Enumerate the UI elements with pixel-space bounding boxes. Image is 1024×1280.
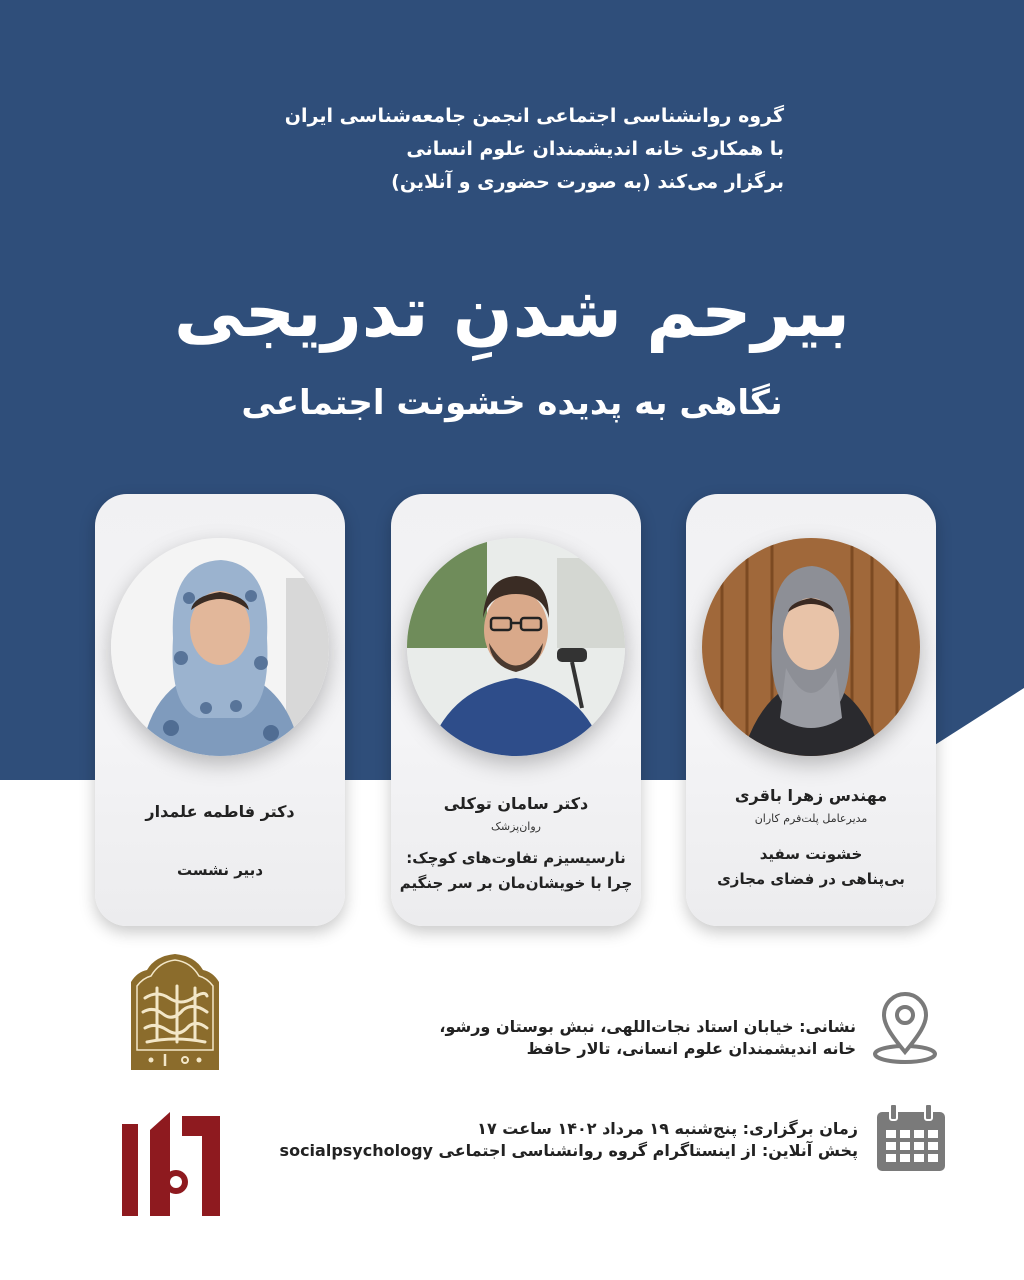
speaker-photo — [111, 538, 329, 756]
speaker-photo — [702, 538, 920, 756]
speaker-card-tavakoli — [391, 494, 641, 926]
organizer-line-2: با همکاری خانه اندیشمندان علوم انسانی — [406, 138, 784, 160]
organizer-text — [200, 100, 784, 199]
speaker-topic — [103, 858, 337, 883]
speaker-topic-line-1: نارسیسیزم تفاوت‌های کوچک: — [406, 849, 626, 867]
speaker-role: مدیرعامل پلت‌فرم کاران — [754, 812, 868, 825]
speaker-topic-line-2: چرا با خویشان‌مان بر سر جنگیم — [399, 874, 633, 892]
calendar-icon — [874, 1102, 948, 1174]
schedule-text — [262, 1118, 858, 1162]
speaker-topic-line-1: دبیر نشست — [176, 861, 264, 879]
location-pin-icon — [870, 992, 940, 1064]
speaker-card-alamdar — [95, 494, 345, 926]
speaker-name: دکتر سامان توکلی — [443, 794, 589, 813]
schedule-line-1: زمان برگزاری: پنج‌شنبه ۱۹ مرداد ۱۴۰۲ ساعت ۱۷ — [477, 1119, 858, 1138]
organizer-line-3: برگزار می‌کند (به صورت حضوری و آنلاین) — [391, 171, 784, 193]
location-text — [380, 1016, 856, 1060]
event-title: بیرحم شدنِ تدریجی — [173, 271, 851, 353]
speaker-topic-line-1: خشونت سفید — [759, 845, 863, 863]
speaker-topic — [399, 846, 633, 896]
house-of-thinkers-logo — [127, 952, 223, 1072]
location-line-2: خانه اندیشمندان علوم انسانی، تالار حافظ — [526, 1039, 856, 1058]
speaker-name: دکتر فاطمه علمدار — [145, 802, 295, 821]
aja-logo — [120, 1108, 224, 1218]
speaker-name: مهندس زهرا باقری — [734, 786, 888, 805]
speaker-role: روان‌پزشک — [491, 820, 541, 833]
speaker-photo — [407, 538, 625, 756]
speaker-card-bagheri — [686, 494, 936, 926]
schedule-line-2: پخش آنلاین: از اینستاگرام گروه روانشناسی اجتماعی socialpsychology — [279, 1141, 858, 1160]
speaker-topic — [694, 842, 928, 892]
organizer-line-1: گروه روانشناسی اجتماعی انجمن جامعه‌شناسی ایران — [284, 105, 784, 127]
speaker-topic-line-2: بی‌پناهی در فضای مجازی — [717, 870, 905, 888]
event-subtitle: نگاهی به پدیده خشونت اجتماعی — [241, 383, 783, 423]
location-line-1: نشانی: خیابان استاد نجات‌اللهی، نبش بوستان ورشو، — [439, 1017, 856, 1036]
